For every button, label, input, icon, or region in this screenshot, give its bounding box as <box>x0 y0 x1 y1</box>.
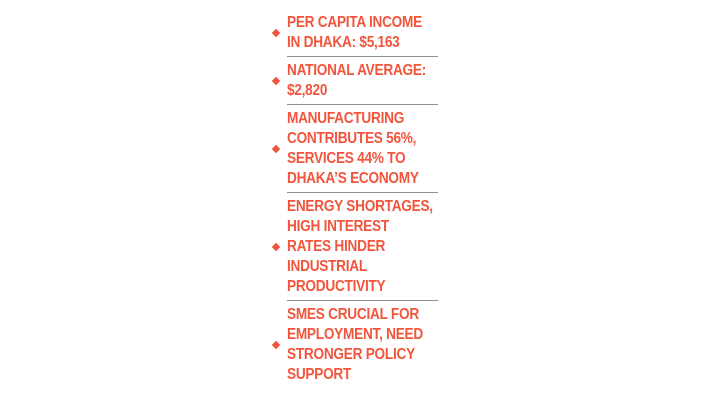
fact-text <box>287 13 422 53</box>
fact-line: HIGH INTEREST <box>287 218 389 235</box>
fact-line: DHAKA’S ECONOMY <box>287 170 419 187</box>
divider <box>287 300 438 301</box>
fact-item-smes <box>270 305 440 385</box>
diamond-bullet-icon <box>272 243 280 251</box>
fact-line: NATIONAL AVERAGE: <box>287 62 426 79</box>
fact-text <box>287 305 422 385</box>
fact-line: PER CAPITA INCOME <box>287 14 422 31</box>
fact-text <box>287 109 422 189</box>
fact-line: SMES CRUCIAL FOR <box>287 306 419 323</box>
fact-text <box>287 197 433 297</box>
fact-item-energy <box>270 197 440 297</box>
fact-list <box>270 13 440 385</box>
fact-line: IN DHAKA: $5,163 <box>287 34 400 51</box>
fact-line: $2,820 <box>287 82 328 99</box>
fact-item-income <box>270 13 440 53</box>
fact-text <box>287 61 426 101</box>
fact-item-manufacturing <box>270 109 440 189</box>
diamond-bullet-icon <box>272 77 280 85</box>
fact-line: PRODUCTIVITY <box>287 278 386 295</box>
fact-line: CONTRIBUTES 56%, <box>287 130 417 147</box>
divider <box>287 56 438 57</box>
fact-line: RATES HINDER <box>287 238 386 255</box>
diamond-bullet-icon <box>272 29 280 37</box>
fact-line: SERVICES 44% TO <box>287 150 406 167</box>
diamond-bullet-icon <box>272 341 280 349</box>
fact-item-national-average <box>270 61 440 101</box>
diamond-bullet-icon <box>272 145 280 153</box>
fact-line: INDUSTRIAL <box>287 258 367 275</box>
fact-line: ENERGY SHORTAGES, <box>287 198 433 215</box>
fact-line: EMPLOYMENT, NEED <box>287 326 423 343</box>
fact-line: MANUFACTURING <box>287 110 405 127</box>
divider <box>287 104 438 105</box>
divider <box>287 192 438 193</box>
fact-line: SUPPORT <box>287 366 352 383</box>
fact-line: STRONGER POLICY <box>287 346 415 363</box>
